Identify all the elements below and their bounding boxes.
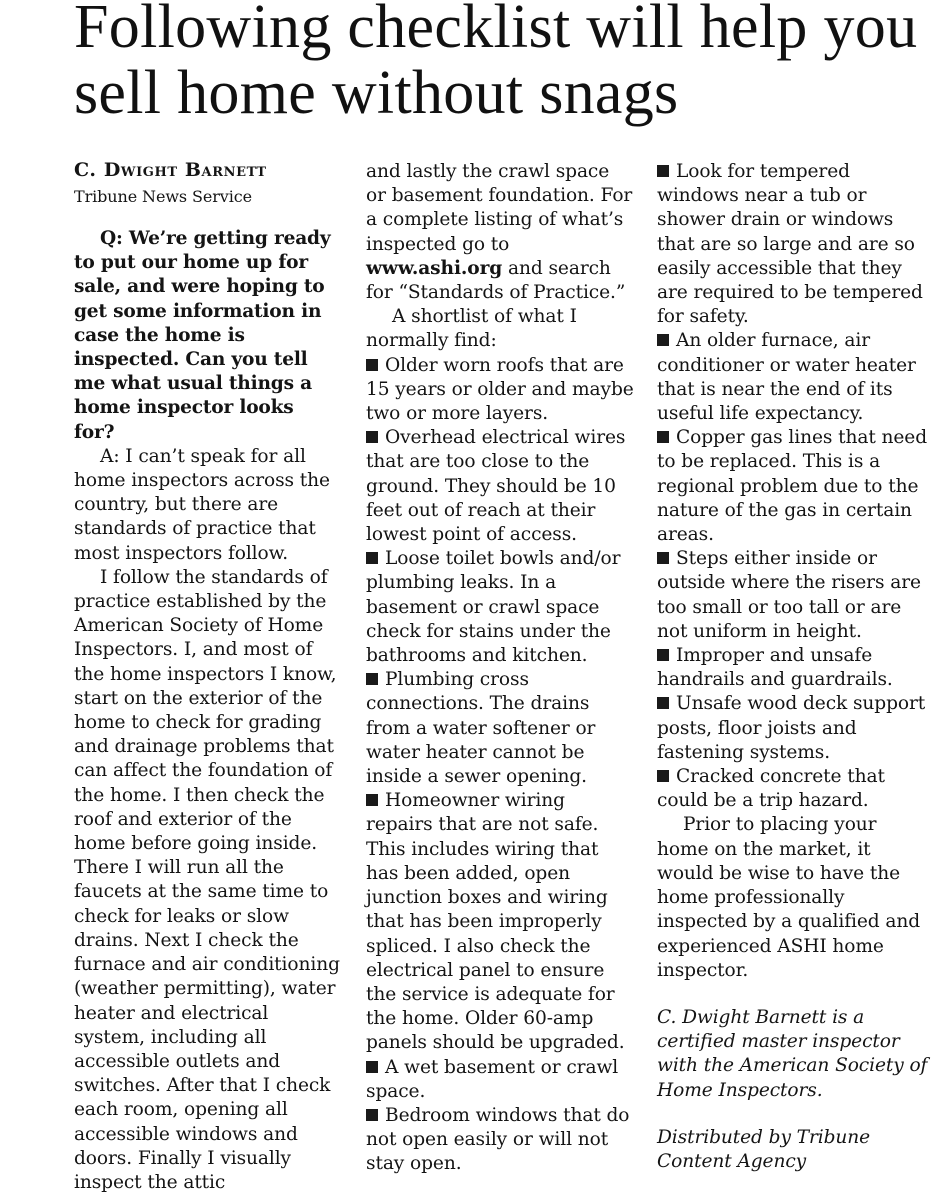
square-bullet-icon xyxy=(657,649,669,661)
list-item-text: A wet basement or crawl space. xyxy=(366,1056,619,1102)
list-item xyxy=(657,547,929,644)
square-bullet-icon xyxy=(366,359,378,371)
list-item xyxy=(366,354,634,427)
list-item xyxy=(366,1056,634,1104)
list-item-text: Look for tempered windows near a tub or shower drain or windows that are so large and are so easily accessible that they are required to be tempered for safety. xyxy=(657,161,923,328)
square-bullet-icon xyxy=(366,431,378,443)
square-bullet-icon xyxy=(657,770,669,782)
answer-paragraph: A: I can’t speak for all home inspectors across the country, but there are standards of practice that most inspectors follow. xyxy=(74,445,330,564)
continuation-text: and lastly the crawl space or basement foundation. For a complete listing of what’s inspected go to xyxy=(366,161,633,255)
list-item-text: Loose toilet bowls and/or plumbing leaks. In a basement or crawl space check for stains under the bathrooms and kitchen. xyxy=(366,548,621,667)
closing-paragraph: Prior to placing your home on the market, it would be wise to have the home professionally inspected by a qualified and experienced ASHI home inspector. xyxy=(657,814,921,981)
continuation-paragraph xyxy=(366,160,634,305)
list-item xyxy=(366,789,634,1055)
question-paragraph: Q: We’re getting ready to put our home up for sale, and were hoping to get some information in case the home is inspected. Can you tell me what usual things a home inspector looks for? xyxy=(74,228,331,443)
list-item xyxy=(366,1104,634,1177)
article-column-2 xyxy=(366,160,634,1177)
square-bullet-icon xyxy=(366,1109,378,1121)
square-bullet-icon xyxy=(657,552,669,564)
list-item xyxy=(657,692,929,765)
list-item-text: Cracked concrete that could be a trip hazard. xyxy=(657,766,885,812)
square-bullet-icon xyxy=(657,431,669,443)
byline-name: C. Dwight Barnett xyxy=(74,159,267,181)
list-item-text: Overhead electrical wires that are too close to the ground. They should be 10 feet out of reach at their lowest point of access. xyxy=(366,427,626,546)
list-item xyxy=(657,765,929,813)
square-bullet-icon xyxy=(366,673,378,685)
list-item-text: Copper gas lines that need to be replaced. This is a regional problem due to the nature of the gas in certain areas. xyxy=(657,427,927,546)
article-column-3 xyxy=(657,160,929,1174)
list-item xyxy=(657,329,929,426)
square-bullet-icon xyxy=(657,334,669,346)
shortlist-intro: A shortlist of what I normally find: xyxy=(366,306,577,352)
list-item-text: Steps either inside or outside where the risers are too small or too tall or are not uniform in height. xyxy=(657,548,921,642)
list-item-text: Older worn roofs that are 15 years or older and maybe two or more layers. xyxy=(366,354,634,425)
list-item-text: Improper and unsafe handrails and guardrails. xyxy=(657,645,893,691)
website-link[interactable]: www.ashi.org xyxy=(366,257,503,279)
square-bullet-icon xyxy=(366,794,378,806)
list-item xyxy=(366,668,634,789)
list-item-text: An older furnace, air conditioner or water heater that is near the end of its useful life expectancy. xyxy=(657,330,916,425)
list-item-text: Unsafe wood deck support posts, floor joists and fastening systems. xyxy=(657,693,926,763)
headline: Following checklist will help you sell home without snags xyxy=(74,0,918,127)
list-item-text: Homeowner wiring repairs that are not safe. This includes wiring that has been added, open junction boxes and wiring that has been improperly spliced. I also check the electrical panel to ensure the service is adequate for the home. Older 60-amp panels should be upgraded. xyxy=(366,790,625,1054)
square-bullet-icon xyxy=(366,552,378,564)
distribution-credit: Distributed by Tribune Content Agency xyxy=(657,1126,871,1172)
list-item xyxy=(657,160,929,329)
square-bullet-icon xyxy=(657,697,669,709)
byline-service: Tribune News Service xyxy=(74,187,252,206)
square-bullet-icon xyxy=(366,1061,378,1073)
list-item xyxy=(366,426,634,547)
article-column-1 xyxy=(74,158,340,1195)
list-item-text: Bedroom windows that do not open easily or will not stay open. xyxy=(366,1104,630,1175)
continuation-text: and search for “Standards of Practice.” xyxy=(366,257,626,304)
list-item xyxy=(657,426,929,547)
answer-paragraph: I follow the standards of practice established by the American Society of Home Inspectors. I, and most of the home inspectors I know, start on the exterior of the home to check for grading and drainage problems that can affect the foundation of the home. I then check the roof and exterior of the home before going inside. There I will run all the faucets at the same time to check for leaks or slow drains. Next I check the furnace and air conditioning (weather permitting), water heater and electrical system, including all accessible outlets and switches. After that I check each room, opening all accessible windows and doors. Finally I visually inspect the attic xyxy=(74,566,340,1193)
list-item xyxy=(657,644,929,692)
author-bio: C. Dwight Barnett is a certified master inspector with the American Society of Home Inspectors. xyxy=(657,1006,928,1101)
list-item xyxy=(366,547,634,668)
square-bullet-icon xyxy=(657,165,669,177)
list-item-text: Plumbing cross connections. The drains from a water softener or water heater cannot be inside a sewer opening. xyxy=(366,669,596,788)
